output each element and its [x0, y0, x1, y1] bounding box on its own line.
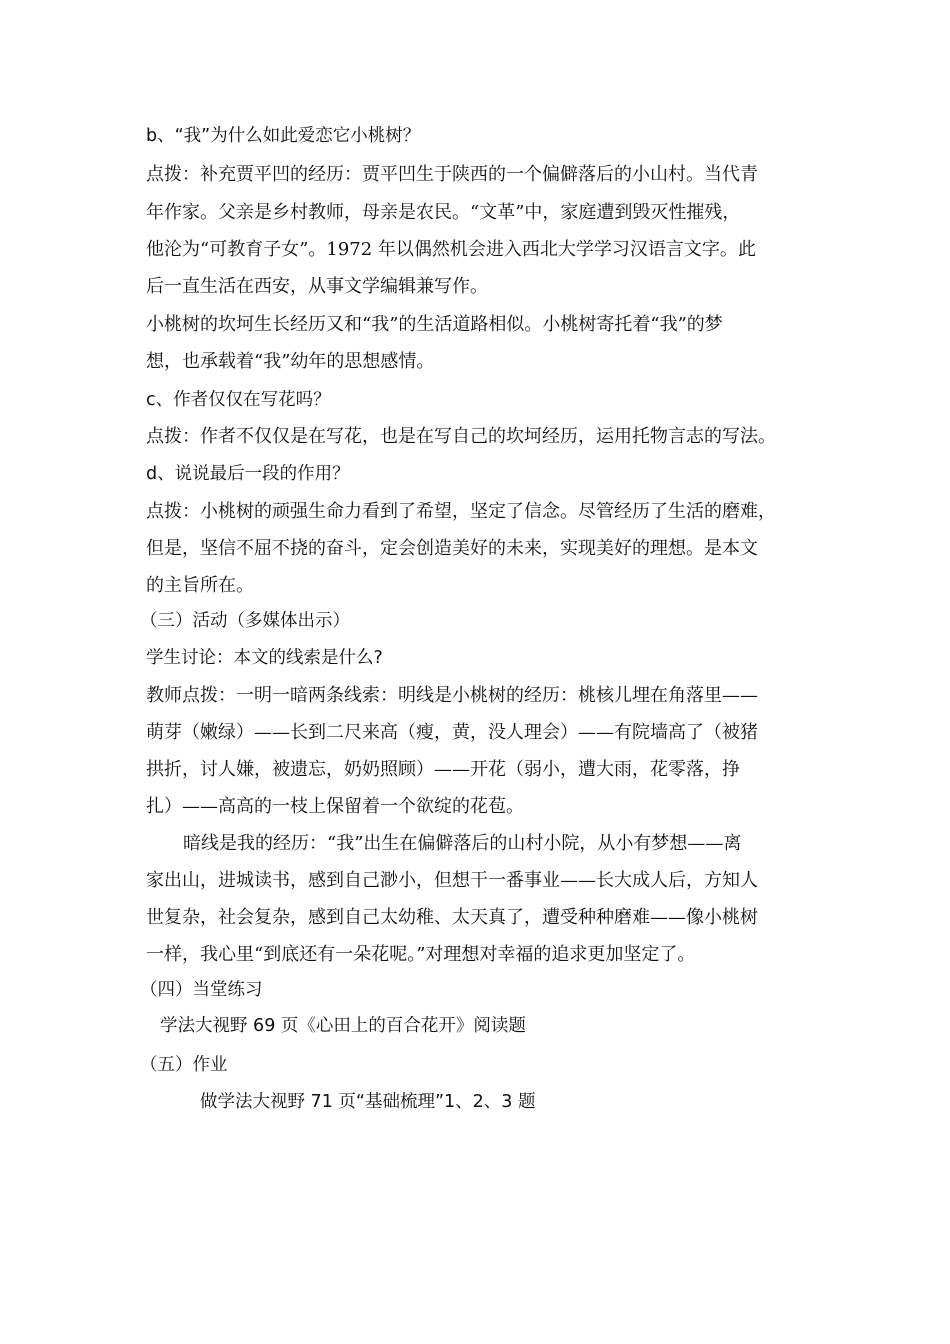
discussion-prompt: 学生讨论：本文的线索是什么? — [146, 648, 383, 668]
section-heading-3: （三）活动（多媒体出示） — [140, 611, 350, 631]
section-heading-5: （五）作业 — [140, 1055, 228, 1075]
paragraph-line: 拱折，讨人嫌，被遗忘，奶奶照顾）——开花（弱小，遭大雨，花零落，挣 — [146, 759, 740, 780]
paragraph-line: 的主旨所在。 — [146, 575, 254, 596]
paragraph-line: 一样，我心里“到底还有一朵花呢。”对理想对幸福的追求更加坚定了。 — [146, 944, 696, 965]
section-heading-4: （四）当堂练习 — [140, 980, 263, 1000]
paragraph-line: 但是，坚信不屈不挠的奋斗，定会创造美好的未来，实现美好的理想。是本文 — [146, 538, 758, 559]
paragraph-line: 萌芽（嫩绿）——长到二尺来高（瘦，黄，没人理会）——有院墙高了（被猪 — [146, 722, 758, 743]
paragraph-line: 扎）——高高的一枝上保留着一个欲绽的花苞。 — [146, 796, 524, 817]
paragraph-line: 后一直生活在西安，从事文学编辑兼写作。 — [146, 276, 488, 297]
paragraph-line: 小桃树的坎坷生长经历又和“我”的生活道路相似。小桃树寄托着“我”的梦 — [146, 314, 723, 335]
paragraph-line: 点拨：小桃树的顽强生命力看到了希望，坚定了信念。尽管经历了生活的磨难， — [146, 501, 776, 522]
question-b: b、“我”为什么如此爱恋它小桃树？ — [146, 126, 421, 146]
question-d: d、说说最后一段的作用？ — [146, 464, 350, 484]
paragraph-line: 他沦为“可教育子女”。1972 年以偶然机会进入西北大学学习汉语言文字。此 — [146, 239, 756, 260]
exercise-text: 学法大视野 69 页《心田上的百合花开》阅读题 — [160, 1016, 526, 1036]
paragraph-line: 家出山，进城读书，感到自己渺小，但想干一番事业——长大成人后，方知人 — [146, 870, 758, 891]
paragraph-line: 教师点拨：一明一暗两条线索：明线是小桃树的经历：桃核儿埋在角落里—— — [146, 685, 758, 706]
paragraph-line: 年作家。父亲是乡村教师，母亲是农民。“文革”中，家庭遭到毁灭性摧残， — [146, 202, 741, 223]
question-c: c、作者仅仅在写花吗？ — [146, 390, 331, 410]
paragraph-line: 世复杂，社会复杂，感到自己太幼稚、太天真了，遭受种种磨难——像小桃树 — [146, 907, 758, 928]
paragraph-line: 暗线是我的经历：“我”出生在偏僻落后的山村小院，从小有梦想——离 — [183, 833, 742, 854]
paragraph-line: 想，也承载着“我”幼年的思想感情。 — [146, 351, 435, 372]
homework-text: 做学法大视野 71 页“基础梳理”1、2、3 题 — [200, 1092, 536, 1112]
paragraph-line: 点拨：作者不仅仅是在写花，也是在写自己的坎坷经历，运用托物言志的写法。 — [146, 426, 776, 447]
paragraph-line: 点拨：补充贾平凹的经历：贾平凹生于陕西的一个偏僻落后的小山村。当代青 — [146, 164, 758, 185]
